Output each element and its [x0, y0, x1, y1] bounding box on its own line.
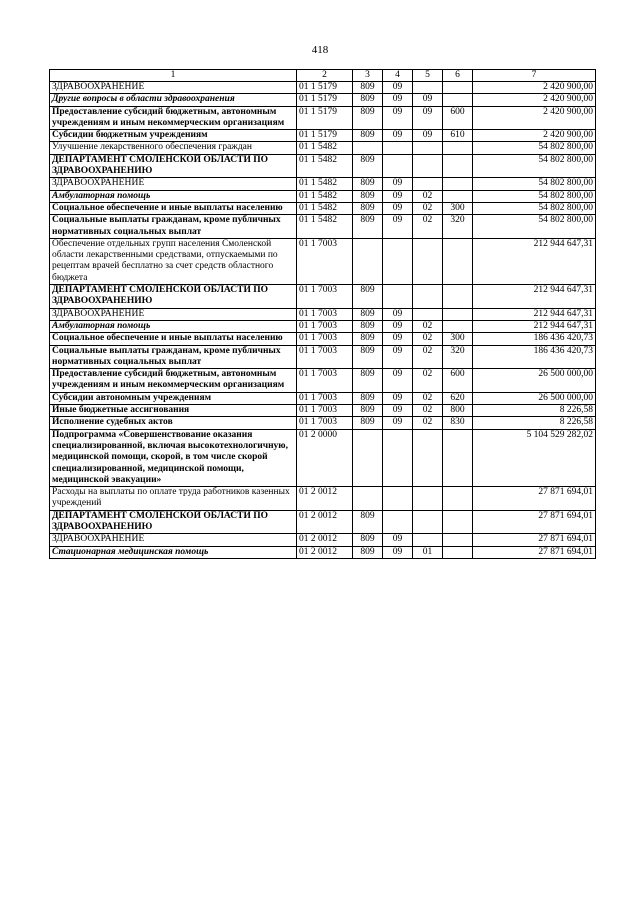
row-ministry-cell: 809: [353, 94, 383, 106]
row-subsection-cell: [413, 154, 443, 178]
table-row: [50, 154, 596, 178]
row-subsection-cell: 09: [413, 94, 443, 106]
row-subsection-cell: [413, 285, 443, 309]
row-name-cell: ЗДРАВООХРАНЕНИЕ: [50, 308, 297, 320]
row-expense-type-cell: [443, 82, 473, 94]
row-subsection-cell: [413, 487, 443, 511]
row-name-cell: Стационарная медицинская помощь: [50, 546, 297, 558]
table-row: [50, 345, 596, 369]
row-sum-cell: 27 871 694,01: [473, 546, 596, 558]
row-expense-type-cell: 800: [443, 405, 473, 417]
row-sum-cell: 26 500 000,00: [473, 392, 596, 404]
row-section-cell: [383, 142, 413, 154]
row-section-cell: 09: [383, 405, 413, 417]
row-sum-cell: 212 944 647,31: [473, 238, 596, 284]
row-expense-type-cell: [443, 546, 473, 558]
table-row: [50, 333, 596, 345]
row-subsection-cell: 02: [413, 333, 443, 345]
row-subsection-cell: 02: [413, 345, 443, 369]
row-expense-type-cell: 320: [443, 215, 473, 239]
row-name-cell: Предоставление субсидий бюджетным, автономным учреждениям и иным некоммерческим организациям: [50, 106, 297, 130]
row-sum-cell: 186 436 420,73: [473, 333, 596, 345]
table-row: [50, 142, 596, 154]
page-number: 418: [311, 44, 329, 56]
table-row: [50, 487, 596, 511]
row-sum-cell: 27 871 694,01: [473, 534, 596, 546]
row-section-cell: [383, 154, 413, 178]
row-code-cell: 01 1 5179: [297, 94, 353, 106]
row-subsection-cell: 02: [413, 190, 443, 202]
row-subsection-cell: 01: [413, 546, 443, 558]
row-expense-type-cell: [443, 154, 473, 178]
row-code-cell: 01 1 7003: [297, 417, 353, 429]
row-name-cell: Подпрограмма «Совершенствование оказания специализированной, включая высокотехнологичную, медицинской помощи, скорой, в том числе скорой специализированной, медицинской помощи, медицинской эвакуации»: [50, 429, 297, 486]
row-ministry-cell: 809: [353, 202, 383, 214]
table-row: [50, 308, 596, 320]
row-code-cell: 01 1 5482: [297, 215, 353, 239]
row-ministry-cell: 809: [353, 190, 383, 202]
row-sum-cell: 27 871 694,01: [473, 510, 596, 534]
row-ministry-cell: 809: [353, 345, 383, 369]
row-code-cell: 01 2 0012: [297, 487, 353, 511]
header-cell: 1: [50, 70, 297, 82]
row-name-cell: Амбулаторная помощь: [50, 320, 297, 332]
row-expense-type-cell: [443, 178, 473, 190]
row-sum-cell: 2 420 900,00: [473, 130, 596, 142]
table-row: [50, 178, 596, 190]
table-row: [50, 285, 596, 309]
row-ministry-cell: 809: [353, 534, 383, 546]
row-section-cell: [383, 510, 413, 534]
row-ministry-cell: 809: [353, 333, 383, 345]
row-code-cell: 01 1 7003: [297, 345, 353, 369]
table-row: [50, 94, 596, 106]
header-cell: 2: [297, 70, 353, 82]
row-ministry-cell: 809: [353, 320, 383, 332]
row-name-cell: Обеспечение отдельных групп населения Смоленской области лекарственными средствами, отпускаемыми по рецептам врачей бесплатно за счет средств областного бюджета: [50, 238, 297, 284]
row-sum-cell: 5 104 529 282,02: [473, 429, 596, 486]
row-code-cell: 01 2 0012: [297, 534, 353, 546]
row-expense-type-cell: [443, 510, 473, 534]
row-name-cell: Предоставление субсидий бюджетным, автономным учреждениям и иным некоммерческим организациям: [50, 369, 297, 393]
header-cell: 7: [473, 70, 596, 82]
row-subsection-cell: 09: [413, 106, 443, 130]
row-subsection-cell: [413, 82, 443, 94]
row-section-cell: 09: [383, 345, 413, 369]
row-sum-cell: 54 802 800,00: [473, 178, 596, 190]
row-name-cell: ЗДРАВООХРАНЕНИЕ: [50, 178, 297, 190]
row-expense-type-cell: 610: [443, 130, 473, 142]
row-subsection-cell: [413, 238, 443, 284]
row-expense-type-cell: [443, 94, 473, 106]
row-name-cell: Исполнение судебных актов: [50, 417, 297, 429]
row-ministry-cell: 809: [353, 130, 383, 142]
row-subsection-cell: [413, 178, 443, 190]
row-expense-type-cell: 830: [443, 417, 473, 429]
row-name-cell: ЗДРАВООХРАНЕНИЕ: [50, 534, 297, 546]
row-section-cell: 09: [383, 94, 413, 106]
table-row: [50, 546, 596, 558]
row-sum-cell: 54 802 800,00: [473, 215, 596, 239]
row-code-cell: 01 1 7003: [297, 405, 353, 417]
row-section-cell: [383, 429, 413, 486]
row-code-cell: 01 1 5179: [297, 82, 353, 94]
row-ministry-cell: [353, 487, 383, 511]
row-section-cell: 09: [383, 369, 413, 393]
row-section-cell: 09: [383, 546, 413, 558]
row-section-cell: 09: [383, 333, 413, 345]
budget-table: [49, 69, 596, 559]
row-section-cell: 09: [383, 215, 413, 239]
row-code-cell: 01 1 5482: [297, 142, 353, 154]
row-section-cell: 09: [383, 534, 413, 546]
row-sum-cell: 212 944 647,31: [473, 308, 596, 320]
row-expense-type-cell: 300: [443, 202, 473, 214]
row-code-cell: 01 2 0012: [297, 546, 353, 558]
row-code-cell: 01 1 5482: [297, 154, 353, 178]
row-sum-cell: 27 871 694,01: [473, 487, 596, 511]
table-row: [50, 202, 596, 214]
table-row: [50, 215, 596, 239]
row-section-cell: 09: [383, 392, 413, 404]
row-code-cell: 01 1 7003: [297, 392, 353, 404]
row-sum-cell: 212 944 647,31: [473, 320, 596, 332]
row-sum-cell: 8 226,58: [473, 417, 596, 429]
row-expense-type-cell: [443, 429, 473, 486]
table-row: [50, 417, 596, 429]
row-sum-cell: 186 436 420,73: [473, 345, 596, 369]
row-subsection-cell: [413, 142, 443, 154]
row-sum-cell: 54 802 800,00: [473, 202, 596, 214]
row-ministry-cell: 809: [353, 285, 383, 309]
row-subsection-cell: [413, 534, 443, 546]
row-name-cell: Социальные выплаты гражданам, кроме публичных нормативных социальных выплат: [50, 345, 297, 369]
row-expense-type-cell: [443, 190, 473, 202]
row-ministry-cell: 809: [353, 369, 383, 393]
row-section-cell: 09: [383, 130, 413, 142]
row-subsection-cell: [413, 308, 443, 320]
row-name-cell: Субсидии автономным учреждениям: [50, 392, 297, 404]
row-expense-type-cell: 300: [443, 333, 473, 345]
row-code-cell: 01 1 5482: [297, 202, 353, 214]
row-section-cell: 09: [383, 190, 413, 202]
row-ministry-cell: 809: [353, 510, 383, 534]
row-section-cell: 09: [383, 320, 413, 332]
row-code-cell: 01 1 5179: [297, 106, 353, 130]
row-section-cell: [383, 487, 413, 511]
table-row: [50, 320, 596, 332]
row-sum-cell: 2 420 900,00: [473, 82, 596, 94]
row-ministry-cell: 809: [353, 82, 383, 94]
table-row: [50, 429, 596, 486]
table-header-row: [50, 70, 596, 82]
header-cell: 3: [353, 70, 383, 82]
row-expense-type-cell: [443, 534, 473, 546]
table-row: [50, 534, 596, 546]
row-ministry-cell: 809: [353, 106, 383, 130]
row-name-cell: ЗДРАВООХРАНЕНИЕ: [50, 82, 297, 94]
row-expense-type-cell: 600: [443, 106, 473, 130]
row-subsection-cell: 02: [413, 392, 443, 404]
row-subsection-cell: [413, 510, 443, 534]
row-section-cell: 09: [383, 202, 413, 214]
row-code-cell: 01 1 5482: [297, 190, 353, 202]
row-section-cell: 09: [383, 308, 413, 320]
row-ministry-cell: [353, 238, 383, 284]
row-expense-type-cell: [443, 320, 473, 332]
row-section-cell: 09: [383, 417, 413, 429]
table-row: [50, 369, 596, 393]
row-subsection-cell: [413, 429, 443, 486]
row-section-cell: 09: [383, 178, 413, 190]
row-expense-type-cell: 320: [443, 345, 473, 369]
row-subsection-cell: 02: [413, 369, 443, 393]
row-ministry-cell: 809: [353, 178, 383, 190]
row-section-cell: 09: [383, 82, 413, 94]
row-sum-cell: 26 500 000,00: [473, 369, 596, 393]
row-name-cell: Социальное обеспечение и иные выплаты населению: [50, 333, 297, 345]
table-row: [50, 392, 596, 404]
row-sum-cell: 2 420 900,00: [473, 94, 596, 106]
row-sum-cell: 54 802 800,00: [473, 190, 596, 202]
row-code-cell: 01 1 5482: [297, 178, 353, 190]
row-name-cell: Расходы на выплаты по оплате труда работников казенных учреждений: [50, 487, 297, 511]
row-expense-type-cell: [443, 142, 473, 154]
row-sum-cell: 54 802 800,00: [473, 142, 596, 154]
row-name-cell: Субсидии бюджетным учреждениям: [50, 130, 297, 142]
row-sum-cell: 54 802 800,00: [473, 154, 596, 178]
row-ministry-cell: [353, 429, 383, 486]
row-code-cell: 01 1 7003: [297, 285, 353, 309]
row-expense-type-cell: [443, 238, 473, 284]
row-code-cell: 01 1 5179: [297, 130, 353, 142]
row-name-cell: Амбулаторная помощь: [50, 190, 297, 202]
table-row: [50, 82, 596, 94]
row-name-cell: Иные бюджетные ассигнования: [50, 405, 297, 417]
table-row: [50, 405, 596, 417]
table-row: [50, 190, 596, 202]
row-code-cell: 01 1 7003: [297, 308, 353, 320]
row-sum-cell: 2 420 900,00: [473, 106, 596, 130]
row-section-cell: [383, 238, 413, 284]
table-row: [50, 510, 596, 534]
row-code-cell: 01 1 7003: [297, 238, 353, 284]
row-subsection-cell: 02: [413, 405, 443, 417]
row-name-cell: ДЕПАРТАМЕНТ СМОЛЕНСКОЙ ОБЛАСТИ ПО ЗДРАВООХРАНЕНИЮ: [50, 154, 297, 178]
row-expense-type-cell: [443, 285, 473, 309]
row-ministry-cell: [353, 142, 383, 154]
row-code-cell: 01 1 7003: [297, 320, 353, 332]
row-name-cell: Социальное обеспечение и иные выплаты населению: [50, 202, 297, 214]
row-ministry-cell: 809: [353, 417, 383, 429]
row-ministry-cell: 809: [353, 546, 383, 558]
row-name-cell: ДЕПАРТАМЕНТ СМОЛЕНСКОЙ ОБЛАСТИ ПО ЗДРАВООХРАНЕНИЮ: [50, 510, 297, 534]
header-cell: 6: [443, 70, 473, 82]
table-row: [50, 130, 596, 142]
row-name-cell: Другие вопросы в области здравоохранения: [50, 94, 297, 106]
row-name-cell: Социальные выплаты гражданам, кроме публичных нормативных социальных выплат: [50, 215, 297, 239]
header-cell: 5: [413, 70, 443, 82]
row-code-cell: 01 1 7003: [297, 333, 353, 345]
row-ministry-cell: 809: [353, 308, 383, 320]
row-ministry-cell: 809: [353, 215, 383, 239]
row-name-cell: Улучшение лекарственного обеспечения граждан: [50, 142, 297, 154]
row-code-cell: 01 2 0000: [297, 429, 353, 486]
row-expense-type-cell: 600: [443, 369, 473, 393]
row-section-cell: 09: [383, 106, 413, 130]
row-name-cell: ДЕПАРТАМЕНТ СМОЛЕНСКОЙ ОБЛАСТИ ПО ЗДРАВООХРАНЕНИЮ: [50, 285, 297, 309]
header-cell: 4: [383, 70, 413, 82]
row-subsection-cell: 02: [413, 202, 443, 214]
row-subsection-cell: 02: [413, 417, 443, 429]
row-sum-cell: 8 226,58: [473, 405, 596, 417]
table-row: [50, 238, 596, 284]
row-expense-type-cell: [443, 487, 473, 511]
row-expense-type-cell: [443, 308, 473, 320]
row-ministry-cell: 809: [353, 392, 383, 404]
row-code-cell: 01 1 7003: [297, 369, 353, 393]
row-subsection-cell: 02: [413, 215, 443, 239]
row-ministry-cell: 809: [353, 154, 383, 178]
table-row: [50, 106, 596, 130]
row-subsection-cell: 09: [413, 130, 443, 142]
row-expense-type-cell: 620: [443, 392, 473, 404]
row-sum-cell: 212 944 647,31: [473, 285, 596, 309]
row-subsection-cell: 02: [413, 320, 443, 332]
row-section-cell: [383, 285, 413, 309]
row-ministry-cell: 809: [353, 405, 383, 417]
row-code-cell: 01 2 0012: [297, 510, 353, 534]
